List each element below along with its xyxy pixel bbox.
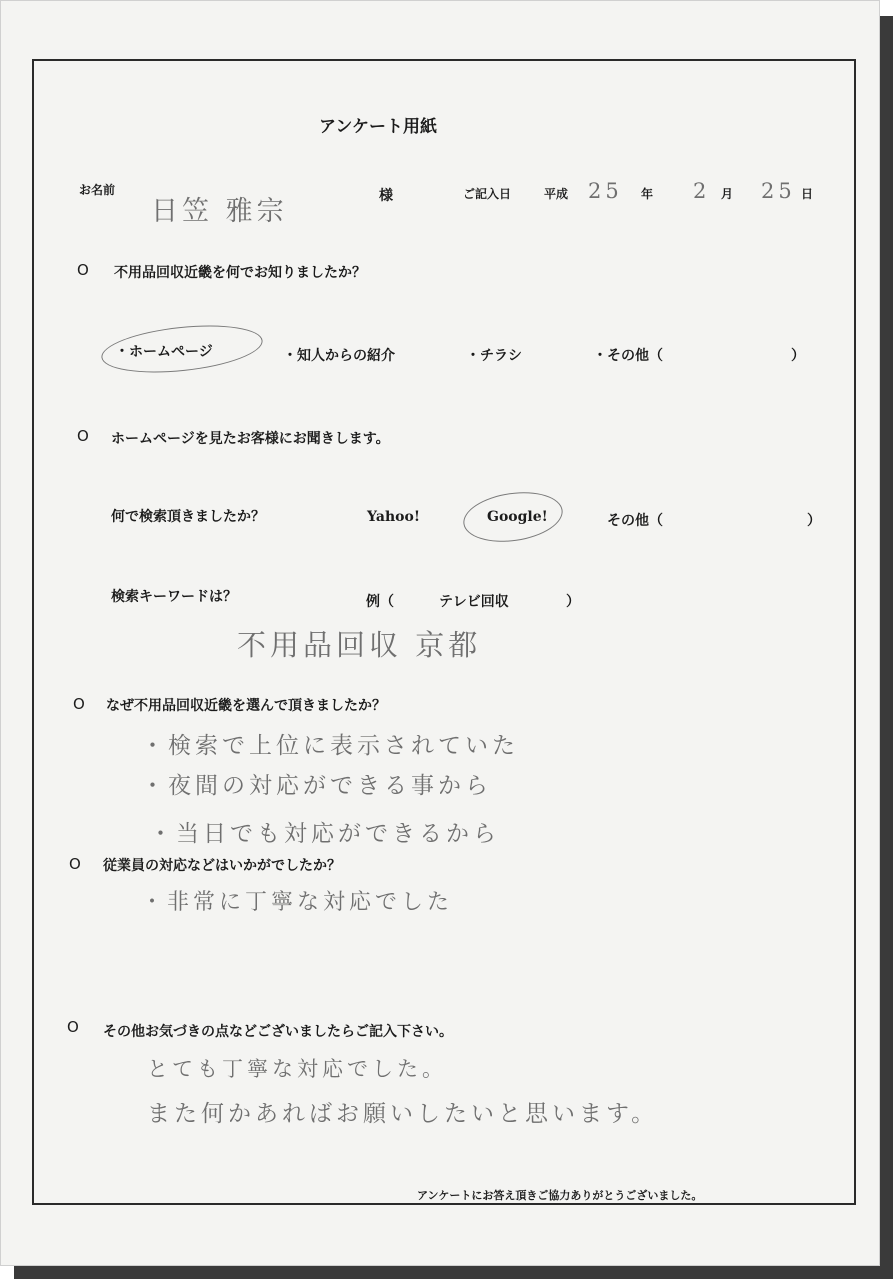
engine-google: Google!: [487, 509, 548, 525]
q2-intro: ホームページを見たお客様にお聞きします。: [111, 431, 390, 447]
q1-other-close: ）: [791, 348, 805, 364]
q3-marker: O: [73, 695, 85, 713]
form-title: アンケート用紙: [319, 117, 437, 137]
q5-answer-2: また何かあればお願いしたいと思います。: [147, 1101, 659, 1127]
q1-marker: O: [77, 261, 89, 279]
q3-answer-3: ・当日でも対応ができるから: [149, 821, 500, 847]
name-label: お名前: [79, 183, 116, 197]
q4-marker: O: [69, 855, 81, 873]
date-month: 2: [693, 179, 711, 203]
q2-marker: O: [77, 427, 89, 445]
q1-option-flyer: ・チラシ: [466, 348, 522, 364]
q3-question: なぜ不用品回収近畿を選んで頂きましたか？: [106, 698, 386, 714]
q1-option-other: ・その他（: [593, 348, 663, 364]
era-label: 平成: [544, 187, 569, 201]
year-label: 年: [641, 187, 654, 201]
q5-answer-1: とても丁寧な対応でした。: [147, 1057, 447, 1081]
q1-option-homepage: ・ホームページ: [115, 344, 213, 360]
q5-marker: O: [67, 1018, 79, 1036]
footer-thanks: アンケートにお答え頂きご協力ありがとうございました。: [417, 1189, 703, 1202]
keyword-answer: 不用品回収 京都: [237, 628, 482, 662]
engine-other: その他（: [607, 513, 663, 529]
q5-question: その他お気づきの点などございましたらご記入下さい。: [103, 1024, 453, 1040]
date-label: ご記入日: [463, 187, 512, 201]
q1-question: 不用品回収近畿を何でお知りましたか？: [114, 265, 366, 281]
q3-answer-2: ・夜間の対応ができる事から: [141, 773, 492, 799]
honorific: 様: [379, 188, 393, 204]
date-year: 25: [588, 179, 623, 203]
engine-yahoo: Yahoo!: [367, 509, 420, 525]
q4-question: 従業員の対応などはいかがでしたか？: [103, 858, 341, 874]
example-label: 例（: [366, 594, 394, 610]
day-label: 日: [801, 187, 814, 201]
q2-search-question: 何で検索頂きましたか？: [111, 509, 265, 525]
q1-option-referral: ・知人からの紹介: [283, 348, 395, 364]
q4-answer: ・非常に丁寧な対応でした: [141, 890, 454, 915]
date-day: 25: [761, 179, 796, 203]
q3-answer-1: ・検索で上位に表示されていた: [141, 733, 519, 759]
keyword-question: 検索キーワードは？: [111, 589, 237, 605]
engine-other-close: ）: [807, 513, 821, 529]
example-close: ）: [566, 594, 580, 610]
example-value: テレビ回収: [439, 594, 509, 610]
month-label: 月: [721, 187, 734, 201]
name-value: 日笠 雅宗: [151, 196, 288, 227]
